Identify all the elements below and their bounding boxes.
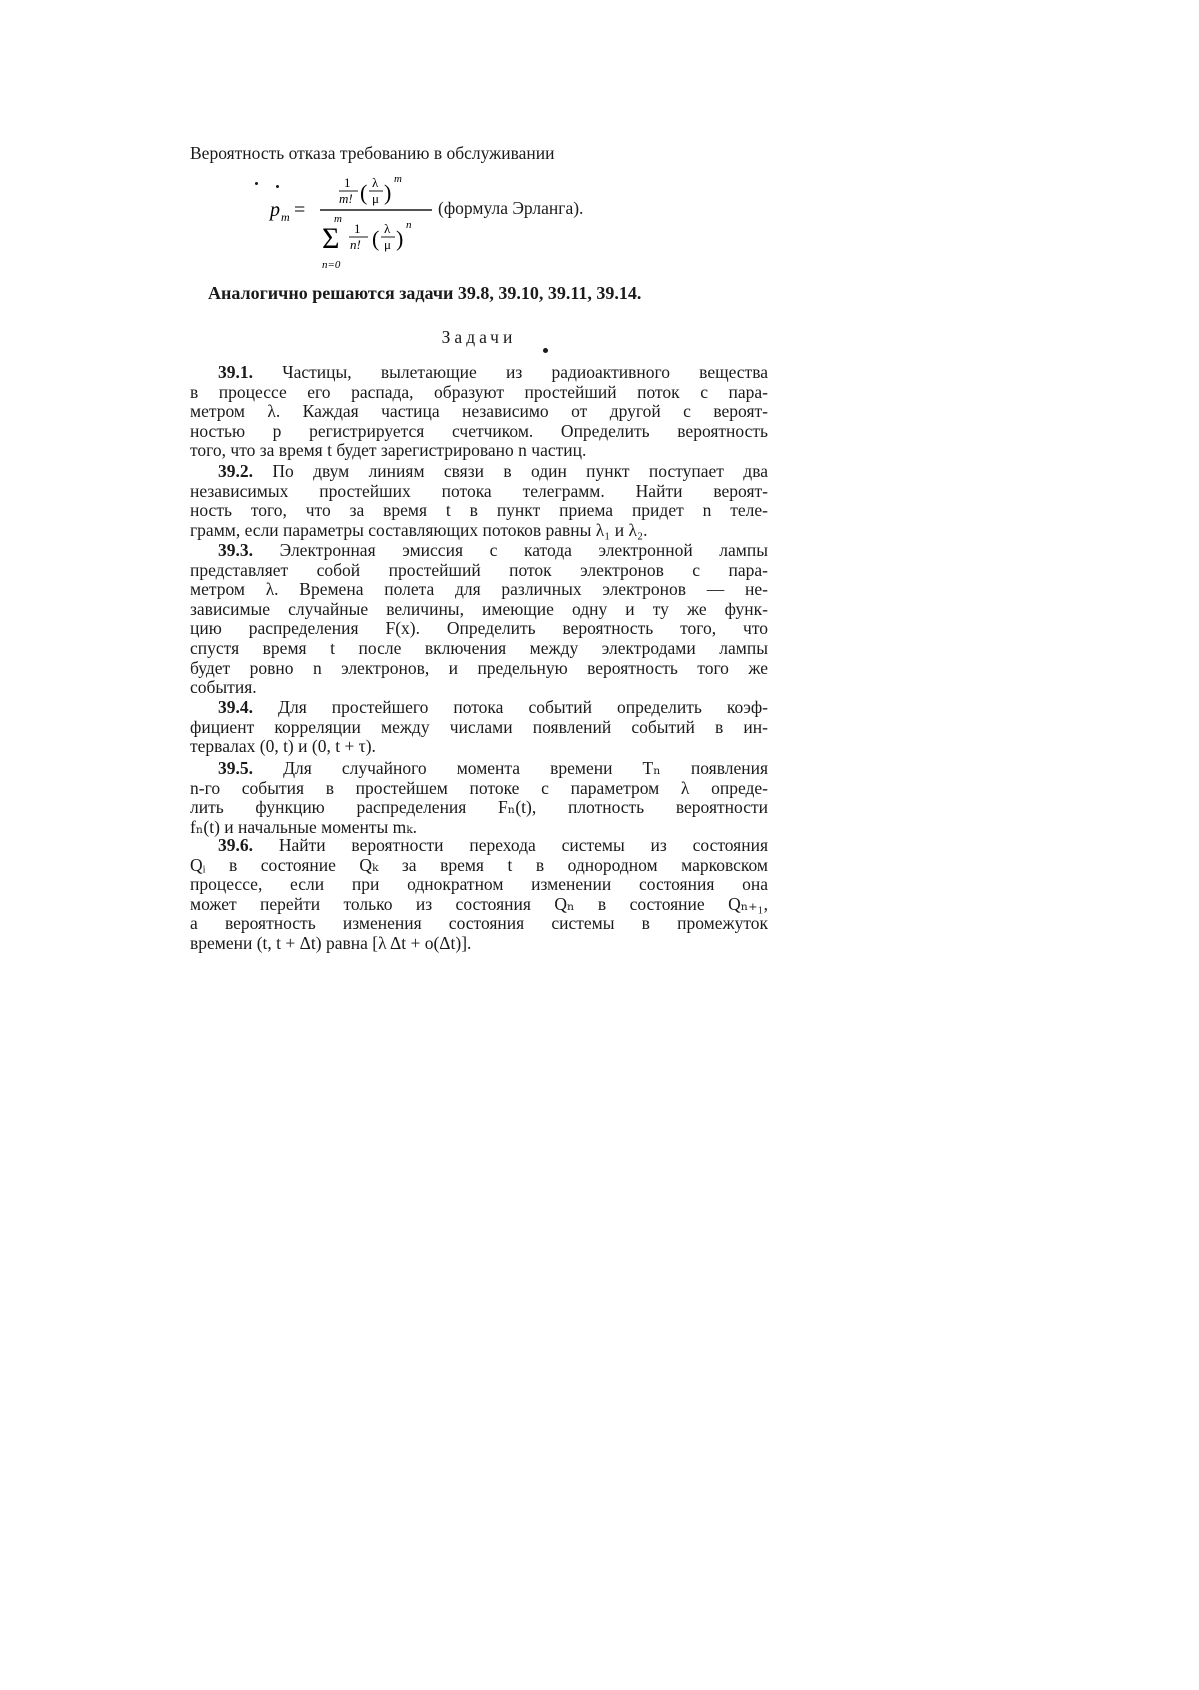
problem-line: будет ровно n электронов, и предельную вероятность того же xyxy=(190,657,768,678)
formula-lhs-sub: m xyxy=(281,210,290,224)
problem-line xyxy=(218,758,768,779)
problem-number: 39.4. xyxy=(218,697,279,717)
problem-number: 39.1. xyxy=(218,362,283,382)
problem-line: Qᵢ в состояние Qₖ за время t в однородном марковском xyxy=(190,854,768,875)
problem-line: времени (t, t + Δt) равна [λ Δt + o(Δt)]. xyxy=(190,933,472,953)
svg-text:Σ: Σ xyxy=(322,222,340,255)
svg-text:m!: m! xyxy=(339,191,353,206)
scan-speck xyxy=(543,348,548,353)
problem-text: Найти вероятности перехода системы из состояния xyxy=(278,835,768,855)
svg-text:λ: λ xyxy=(384,221,391,236)
svg-text:λ: λ xyxy=(372,175,379,190)
problem-number: 39.3. xyxy=(218,540,280,560)
analog-text: Аналогично решаются задачи 39.8, 39.10, 39.11, 39.14. xyxy=(208,283,642,303)
problem-line xyxy=(218,540,768,561)
problem-line: тервалах (0, t) и (0, t + τ). xyxy=(190,736,376,757)
svg-text:n!: n! xyxy=(350,237,361,252)
problem-line: представляет собой простейший поток электронов с пара- xyxy=(190,559,768,580)
problem-text: По двум линиям связи в один пункт поступает два xyxy=(272,461,768,481)
problem-text: Частицы, вылетающие из радиоактивного вещества xyxy=(282,362,769,382)
problem-line: грамм, если параметры составляющих потоков равны λ₁ и λ₂. xyxy=(190,519,648,540)
problem-text: Электронная эмиссия с катода электронной лампы xyxy=(279,540,768,560)
svg-text:μ: μ xyxy=(384,237,391,252)
scan-speck xyxy=(255,182,258,185)
problem-line: n-го события в простейшем потоке с параметром λ опреде- xyxy=(190,777,768,798)
problem-line: а вероятность изменения состояния системы в промежуток xyxy=(190,913,768,934)
problem-line: независимых простейших потока телеграмм. Найти вероят- xyxy=(190,480,768,501)
formula-equals: = xyxy=(294,199,306,221)
problem-line: в процессе его распада, образуют простейший поток с пара- xyxy=(190,381,768,402)
problem-text: Для простейшего потока событий определить коэф- xyxy=(278,697,769,717)
problem-line: процессе, если при однократном изменении состояния она xyxy=(190,874,768,895)
problem-line xyxy=(218,835,768,856)
problem-line: фициент корреляции между числами появлений событий в ин- xyxy=(190,716,768,737)
svg-text:): ) xyxy=(396,226,404,251)
problem-line: ность того, что за время t в пункт приема придет n теле- xyxy=(190,500,768,521)
svg-text:n=0: n=0 xyxy=(322,259,341,271)
svg-text:μ: μ xyxy=(372,191,379,206)
problem-line: ностью p регистрируется счетчиком. Определить вероятность xyxy=(190,420,768,441)
erlang-formula xyxy=(270,173,770,288)
svg-text:n: n xyxy=(406,219,412,231)
problem-line: может перейти только из состояния Qₙ в состояние Qₙ₊₁, xyxy=(190,893,768,914)
problem-line: события. xyxy=(190,677,257,698)
problem-number: 39.5. xyxy=(218,758,284,778)
problem-line: того, что за время t будет зарегистрировано n частиц. xyxy=(190,440,587,461)
svg-text:(: ( xyxy=(372,226,380,251)
problem-line: спустя время t после включения между электродами лампы xyxy=(190,638,768,658)
problem-line xyxy=(218,362,768,383)
svg-text:1: 1 xyxy=(344,175,351,190)
problem-line: метром λ. Времена полета для различных электронов — не- xyxy=(190,579,768,600)
problem-line: лить функцию распределения Fₙ(t), плотность вероятности xyxy=(190,797,768,818)
intro-text: Вероятность отказа требованию в обслуживании xyxy=(190,143,555,163)
problem-line: fₙ(t) и начальные моменты mₖ. xyxy=(190,816,418,837)
scan-speck xyxy=(276,185,279,188)
formula-lhs: p xyxy=(270,199,280,221)
svg-text:): ) xyxy=(384,180,392,205)
problem-line: метром λ. Каждая частица независимо от другой с вероят- xyxy=(190,401,768,422)
problem-line: цию распределения F(x). Определить вероятность того, что xyxy=(190,618,768,639)
formula-label: (формула Эрланга). xyxy=(438,198,584,218)
problem-line: зависимые случайные величины, имеющие одну и ту же функ- xyxy=(190,598,768,619)
section-heading: Задачи xyxy=(441,327,517,347)
formula-graphic xyxy=(270,173,770,288)
problem-text: Для случайного момента времени Tₙ появления xyxy=(283,758,769,778)
problem-number: 39.2. xyxy=(218,461,273,481)
problem-number: 39.6. xyxy=(218,835,279,855)
problem-line xyxy=(218,697,768,718)
svg-text:m: m xyxy=(394,173,402,185)
svg-text:1: 1 xyxy=(354,221,361,236)
problem-line xyxy=(218,461,768,482)
svg-text:m: m xyxy=(334,213,342,225)
svg-text:(: ( xyxy=(360,180,368,205)
